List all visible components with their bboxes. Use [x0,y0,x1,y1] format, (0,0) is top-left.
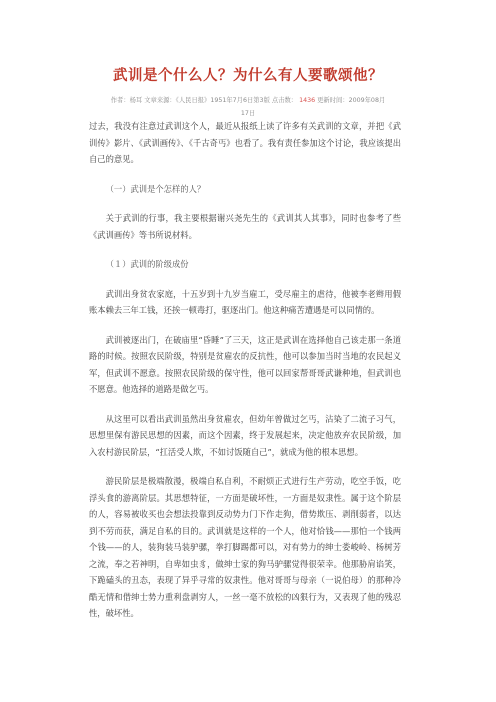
paragraph: 武训被逐出门，在破庙里“昏睡”了三天，这正是武训在选择他自己该走那一条道路的时候。按照农民阶级，特别是贫雇农的反抗性，他可以参加当时当地的农民起义军，但武训不愿意。按照农民阶级的保守性，他可以回家帮哥哥武谦种地，但武训也不愿意。他选择的道路是做乞丐。 [89,334,401,394]
article-meta [72,94,424,120]
article-title: 武训是个什么人？为什么有人要歌颂他？ [113,68,383,84]
paragraph: 武训出身贫农家庭，十五岁到十九岁当雇工，受尽雇主的虐待，他被李老辫用假账本赖去三年工钱，还挨一顿毒打，驱逐出门。他这种痛苦遭遇是可以同情的。 [89,288,401,315]
paragraph: 游民阶层是极端散漫，极端自私自利，不耐烦正式进行生产劳动，吃空手饭，吃浮头食的游离阶层。其思想特征，一方面是破坏性，一方面是奴隶性。属于这个阶层的人，容易被收买也会想法投靠到反动势力门下作走狗，借势欺压、剥削弱者，以达到不劳而获，满足自私的目的。武训就是这样的一个人，他对恰钱——那怕一个钱两个钱——的人，装狗装马装驴骡，拳打脚踢都可以，对有势力的绅士娄峻岭、杨树芳之流，奉之若神明，自卑如虫豸，做绅士家的狗马驴骡觉得很荣幸。他那胁肩谄笑，下跪磕头的丑态，表现了异乎寻常的奴隶性。他对哥哥与母亲（一说伯母）的那种冷酷无情和借绅士势力重利盘剥穷人，一丝一毫不放松的凶狠行为，又表现了他的残忍性，破坏性。 [89,476,401,618]
meta-update-time: 更新时间：2009年08月 [317,97,386,104]
meta-update-day: 17日 [240,110,256,117]
paragraph-intro: 过去，我没有注意过武训这个人，最近从报纸上读了许多有关武训的文章，并把《武训传》影片、《武训画传》、《千古奇丐》也看了。我有责任参加这个讨论，我应该提出自己的意见。 [89,121,401,164]
subsection-heading-1: （１）武训的阶级成份 [105,259,189,269]
section-heading-1: （一）武训是个怎样的人？ [105,183,206,194]
meta-source: 作者：杨耳 文章来源：《人民日报》1951年7月6日第3版 点击数： [110,97,298,104]
article-body [89,118,401,635]
meta-hit-count: 1436 [299,97,316,104]
paragraph: 关于武训的行事，我主要根据谢兴尧先生的《武训其人其事》，同时也参考了些《武训画传》等书所说材料。 [89,213,401,240]
paragraph: 从这里可以看出武训虽然出身贫雇农，但幼年曾做过乞丐，沾染了二流子习气，思想里保有游民思想的因素，而这个因素，终于发展起来，决定他放弃农民阶级，加入农村游民阶层，“扛活受人欺，不如讨饭随自己”，就成为他的根本思想。 [89,413,401,457]
